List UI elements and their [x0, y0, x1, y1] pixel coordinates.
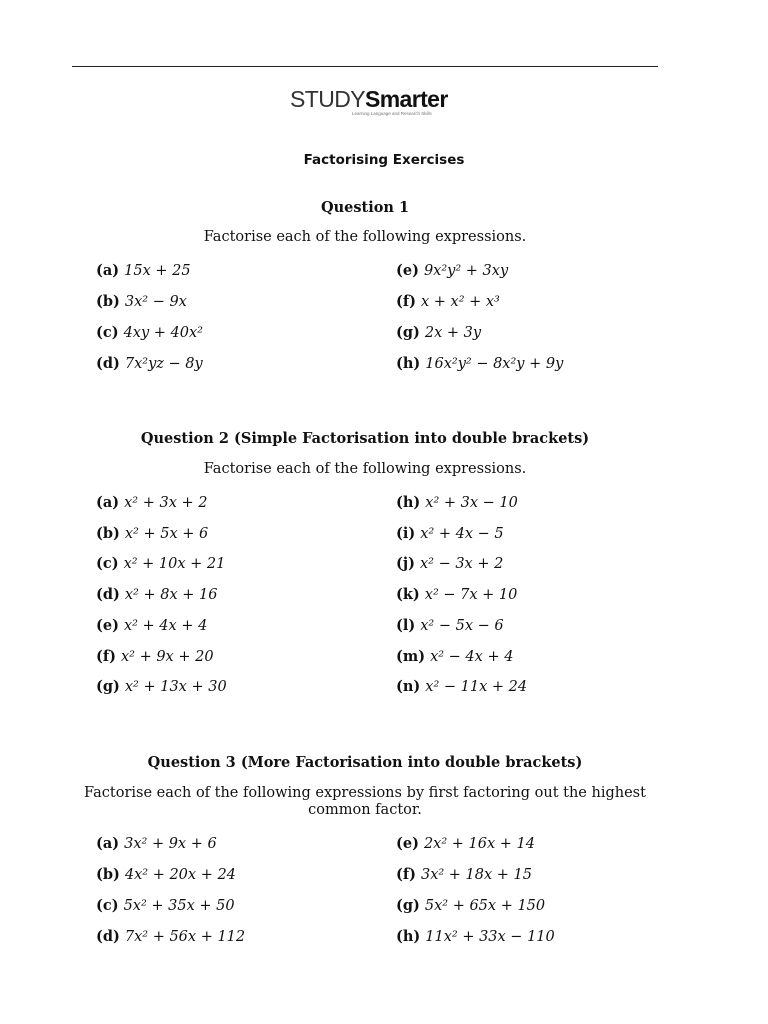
item-expression: x² − 3x + 2: [419, 556, 504, 572]
item-label: (j): [396, 555, 415, 572]
q2-item-m: [396, 648, 513, 665]
q2-item-b: [96, 525, 208, 542]
item-label: (a): [96, 494, 120, 511]
item-expression: x² + 10x + 21: [123, 556, 226, 572]
logo-tagline: Learning Language and Research Skills: [352, 111, 432, 116]
item-expression: x² + 3x + 2: [124, 495, 208, 511]
item-expression: 7x²yz − 8y: [124, 356, 203, 372]
item-expression: x² − 5x − 6: [420, 618, 504, 634]
item-label: (a): [96, 262, 120, 279]
q2-item-h: [396, 494, 518, 511]
q1-item-e: [396, 262, 508, 279]
question-2-instruction: Factorise each of the following expressions.: [203, 461, 527, 477]
question-1-instruction: Factorise each of the following expressions.: [203, 229, 527, 245]
item-label: (e): [96, 617, 119, 634]
item-label: (h): [396, 928, 421, 945]
q2-item-c: [96, 555, 225, 572]
q2-item-k: [396, 586, 517, 603]
item-label: (c): [96, 324, 119, 341]
studysmarter-logo: [290, 86, 448, 120]
item-expression: 4x² + 20x + 24: [124, 867, 236, 883]
item-expression: x² + 4x + 4: [123, 618, 208, 634]
item-expression: 16x²y² − 8x²y + 9y: [425, 356, 564, 372]
q1-item-a: [96, 262, 191, 279]
item-label: (c): [96, 897, 119, 914]
q2-item-d: [96, 586, 217, 603]
item-label: (h): [396, 494, 421, 511]
item-label: (g): [96, 678, 120, 695]
item-expression: 2x² + 16x + 14: [423, 836, 535, 852]
item-expression: 11x² + 33x − 110: [425, 929, 555, 945]
item-expression: x² − 7x + 10: [424, 587, 518, 603]
q1-item-c: [96, 324, 203, 341]
item-label: (b): [96, 866, 120, 883]
q3-item-f: [396, 866, 532, 883]
q2-item-n: [396, 678, 527, 695]
item-expression: x² + 13x + 30: [124, 679, 227, 695]
item-expression: x + x² + x³: [420, 294, 500, 310]
item-label: (k): [396, 586, 420, 603]
item-expression: 5x² + 35x + 50: [123, 898, 235, 914]
q3-item-e: [396, 835, 535, 852]
q3-item-g: [396, 897, 545, 914]
q2-item-e: [96, 617, 207, 634]
item-label: (d): [96, 355, 120, 372]
q3-item-h: [396, 928, 555, 945]
q3-item-a: [96, 835, 217, 852]
item-expression: 4xy + 40x²: [123, 325, 203, 341]
q1-item-f: [396, 293, 500, 310]
item-expression: x² + 8x + 16: [124, 587, 218, 603]
q2-item-g: [96, 678, 227, 695]
question-1-heading: Question 1: [320, 199, 410, 216]
logo-smarter-text: Smarter: [364, 86, 448, 112]
logo-study-text: STUDY: [290, 86, 365, 112]
item-label: (l): [396, 617, 416, 634]
question-3-instruction: Factorise each of the following expressions by first factoring out the highest common factor.: [84, 785, 646, 818]
header-rule: [72, 66, 658, 67]
q1-item-g: [396, 324, 481, 341]
item-expression: 3x² − 9x: [124, 294, 187, 310]
item-label: (e): [396, 835, 419, 852]
item-label: (h): [396, 355, 421, 372]
page-title: Factorising Exercises: [303, 152, 465, 168]
q3-item-b: [96, 866, 236, 883]
item-expression: 2x + 3y: [424, 325, 482, 341]
item-label: (f): [96, 648, 116, 665]
q3-item-d: [96, 928, 245, 945]
item-label: (d): [96, 586, 120, 603]
item-expression: x² + 3x − 10: [425, 495, 518, 511]
q2-item-j: [396, 555, 503, 572]
item-label: (b): [96, 525, 120, 542]
item-expression: 3x² + 9x + 6: [124, 836, 217, 852]
q2-item-f: [96, 648, 214, 665]
q2-item-i: [396, 525, 504, 542]
item-label: (a): [96, 835, 120, 852]
question-2-heading: Question 2 (Simple Factorisation into double brackets): [140, 430, 590, 447]
item-expression: 3x² + 18x + 15: [420, 867, 532, 883]
q3-item-c: [96, 897, 235, 914]
item-expression: 9x²y² + 3xy: [423, 263, 509, 279]
item-label: (e): [396, 262, 419, 279]
q2-item-a: [96, 494, 207, 511]
q1-item-d: [96, 355, 203, 372]
item-label: (m): [396, 648, 426, 665]
item-label: (b): [96, 293, 120, 310]
item-expression: x² − 11x + 24: [425, 679, 528, 695]
item-expression: x² + 9x + 20: [120, 649, 214, 665]
q1-item-h: [396, 355, 563, 372]
item-label: (c): [96, 555, 119, 572]
q1-item-b: [96, 293, 187, 310]
q2-item-l: [396, 617, 504, 634]
item-label: (i): [396, 525, 416, 542]
question-3-heading: Question 3 (More Factorisation into double brackets): [147, 754, 583, 771]
item-expression: 7x² + 56x + 112: [124, 929, 246, 945]
item-expression: x² + 5x + 6: [124, 526, 209, 542]
item-label: (f): [396, 293, 416, 310]
item-label: (d): [96, 928, 120, 945]
item-label: (n): [396, 678, 421, 695]
item-expression: 5x² + 65x + 150: [424, 898, 546, 914]
item-label: (g): [396, 324, 420, 341]
item-expression: x² − 4x + 4: [430, 649, 514, 665]
item-label: (f): [396, 866, 416, 883]
item-expression: x² + 4x − 5: [420, 526, 504, 542]
item-label: (g): [396, 897, 420, 914]
item-expression: 15x + 25: [124, 263, 191, 279]
